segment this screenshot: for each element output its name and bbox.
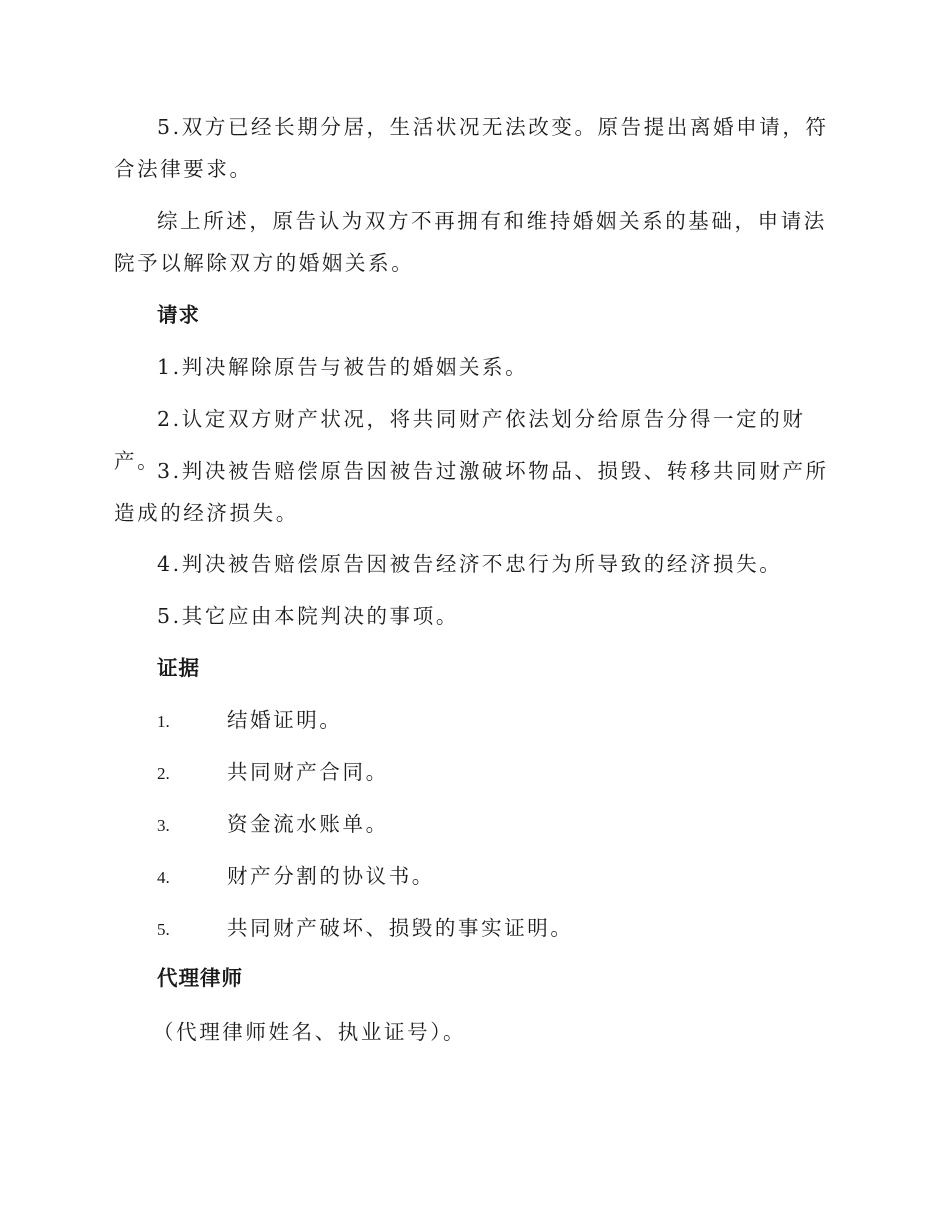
evidence-text: 共同财产合同。: [227, 760, 389, 784]
evidence-number: 1.: [157, 712, 170, 731]
evidence-number: 3.: [157, 816, 170, 835]
evidence-text: 财产分割的协议书。: [227, 864, 435, 888]
section-heading-requests: 请求: [157, 303, 200, 327]
section-heading-evidence: 证据: [157, 656, 200, 680]
evidence-item-3: [157, 803, 837, 847]
request-item-3: 3.判决被告赔偿原告因被告过激破坏物品、损毁、转移共同财产所造成的经济损失。: [114, 459, 829, 525]
evidence-item-1: [157, 699, 837, 743]
evidence-item-5: [157, 907, 837, 951]
evidence-item-2: [157, 751, 837, 795]
paragraph-separation: 5.双方已经长期分居，生活状况无法改变。原告提出离婚申请，符合法律要求。: [114, 115, 829, 181]
request-item-1: 1.判决解除原告与被告的婚姻关系。: [157, 355, 529, 379]
evidence-number: 5.: [157, 920, 170, 939]
evidence-item-4: [157, 855, 837, 899]
evidence-number: 4.: [157, 868, 170, 887]
evidence-text: 共同财产破坏、损毁的事实证明。: [227, 916, 574, 940]
lawyer-placeholder: （代理律师姓名、执业证号）。: [153, 1020, 467, 1044]
request-item-4: 4.判决被告赔偿原告因被告经济不忠行为所导致的经济损失。: [157, 552, 783, 576]
evidence-text: 资金流水账单。: [227, 812, 389, 836]
paragraph-conclusion: 综上所述，原告认为双方不再拥有和维持婚姻关系的基础，申请法院予以解除双方的婚姻关系。: [114, 209, 827, 275]
evidence-number: 2.: [157, 764, 170, 783]
request-item-5: 5.其它应由本院判决的事项。: [157, 604, 459, 628]
section-heading-lawyer: 代理律师: [157, 966, 243, 990]
evidence-text: 结婚证明。: [227, 708, 343, 732]
request-item-2: 2.认定双方财产状况，将共同财产依法划分给原告分得一定的财产。: [114, 407, 806, 473]
